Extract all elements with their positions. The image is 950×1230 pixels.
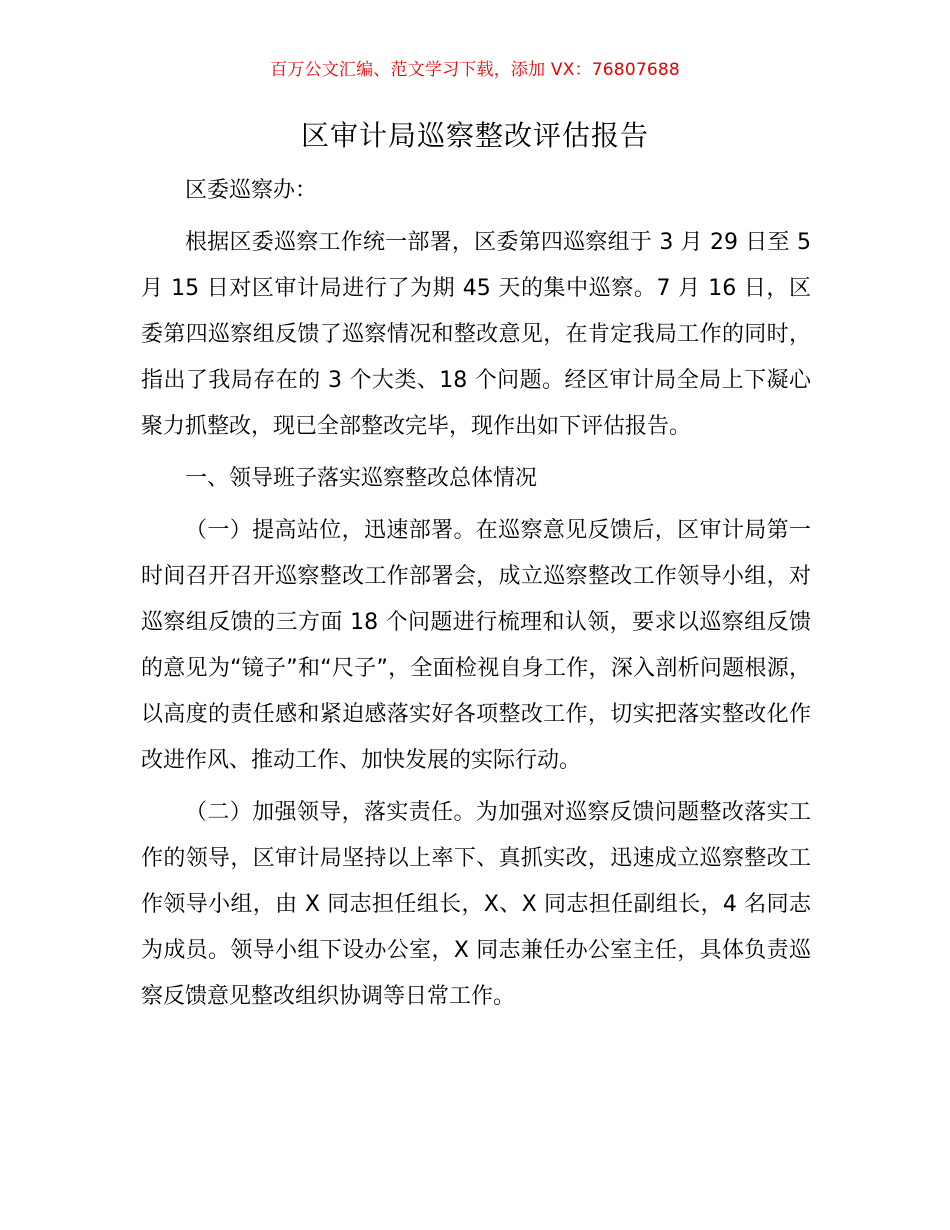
document-body — [141, 168, 811, 1026]
header-watermark-note: 百万公文汇编、范文学习下载，添加 VX：76807688 — [270, 60, 680, 80]
section-heading-1: 一、领导班子落实巡察整改总体情况 — [185, 466, 538, 491]
salutation: 区委巡察办： — [185, 178, 318, 203]
paragraph-subsection-2: （二）加强领导，落实责任。为加强对巡察反馈问题整改落实工作的领导，区审计局坚持以上率下、真抓实改，迅速成立巡察整改工作领导小组，由 X 同志担任组长，X、X 同志担任副组长，4 名同志为成员。领导小组下设办公室，X 同志兼任办公室主任，具体负责巡察反馈意见整改组织协调等日常工作。 — [141, 800, 811, 1009]
paragraph-intro: 根据区委巡察工作统一部署，区委第四巡察组于 3 月 29 日至 5 月 15 日对区审计局进行了为期 45 天的集中巡察。7 月 16 日，区委第四巡察组反馈了巡察情况和整改意见，在肯定我局工作的同时，指出了我局存在的 3 个大类、18 个问题。经区审计局全局上下凝心聚力抓整改，现已全部整改完毕，现作出如下评估报告。 — [141, 230, 811, 439]
document-title: 区审计局巡察整改评估报告 — [300, 119, 649, 152]
paragraph-subsection-1: （一）提高站位，迅速部署。在巡察意见反馈后，区审计局第一时间召开召开巡察整改工作部署会，成立巡察整改工作领导小组，对巡察组反馈的三方面 18 个问题进行梳理和认领，要求以巡察组反馈的意见为“镜子”和“尺子”，全面检视自身工作，深入剖析问题根源，以高度的责任感和紧迫感落实好各项整改工作，切实把落实整改化作改进作风、推动工作、加快发展的实际行动。 — [141, 518, 811, 773]
